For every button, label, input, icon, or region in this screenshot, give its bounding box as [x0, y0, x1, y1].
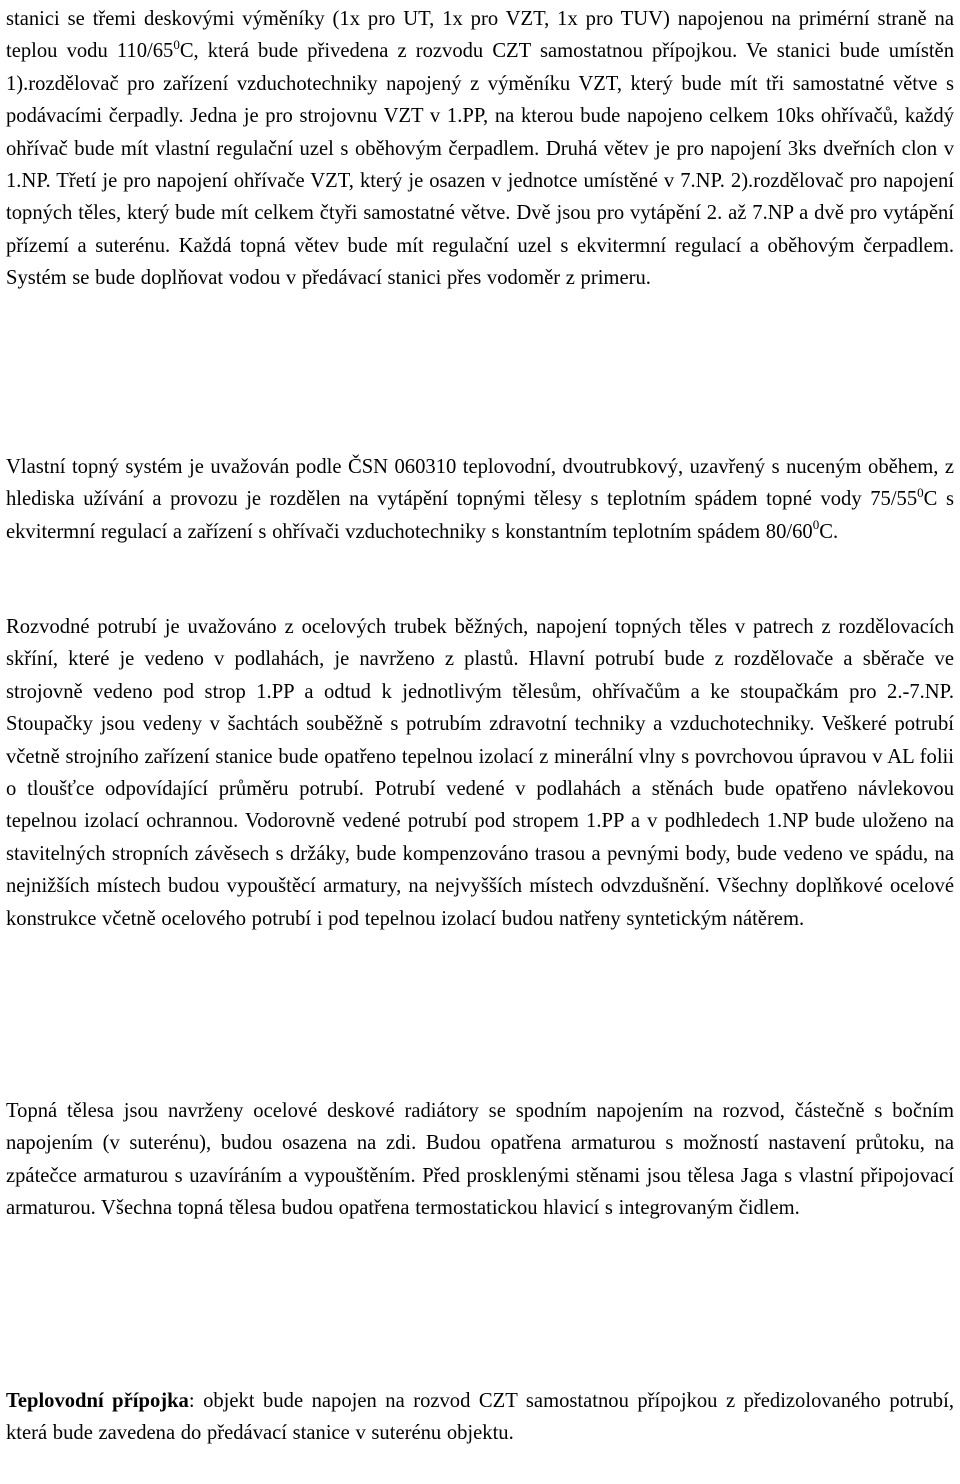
- degree-superscript: 0: [173, 36, 180, 52]
- paragraph-heat-connection: [6, 1385, 954, 1450]
- section-heading: Teplovodní přípojka: [6, 1390, 189, 1412]
- paragraph-radiators: Topná tělesa jsou navrženy ocelové deskové radiátory se spodním napojením na rozvod, částečně s bočním napojením (v suterénu), budou osazena na zdi. Budou opatřena armaturou s možností nastavení průtoku, na zpátečce armaturou s uzavíráním a vypouštěním. Před prosklenými stěnami jsou tělesa Jaga s vlastní připojovací armaturou. Všechna topná tělesa budou opatřena termostatickou hlavicí s integrovaným čidlem.: [6, 1100, 954, 1220]
- paragraph-2-text-a: Vlastní topný systém je uvažován podle ČSN 060310 teplovodní, dvoutrubkový, uzavřený s nuceným oběhem, z hlediska užívání a provozu je rozdělen na vytápění topnými tělesy s teplotním spádem topné vody 75/55: [6, 456, 954, 511]
- paragraph-exchanger-station: [6, 3, 954, 295]
- paragraph-1-text-b: C, která bude přivedena z rozvodu CZT samostatnou přípojkou. Ve stanici bude umístěn 1).rozdělovač pro zařízení vzduchotechniky napojený z výměníku VZT, který bude mít tři samostatné větve s podávacími čerpadly. Jedna je pro strojovnu VZT v 1.PP, na kterou bude napojeno celkem 10ks ohřívačů, každý ohřívač bude mít vlastní regulační uzel s oběhovým čerpadlem. Druhá větev je pro napojení 3ks dveřních clon v 1.NP. Třetí je pro napojení ohřívače VZT, který je osazen v jednotce umístěné v 7.NP. 2).rozdělovač pro napojení topných těles, který bude mít celkem čtyři samostatné větve. Dvě jsou pro vytápění 2. až 7.NP a dvě pro vytápění přízemí a suterénu. Každá topná větev bude mít regulační uzel s ekvitermní regulací a oběhovým čerpadlem. Systém se bude doplňovat vodou v předávací stanici přes vodoměr z primeru.: [6, 40, 954, 290]
- degree-superscript: 0: [917, 484, 924, 500]
- paragraph-5-text: : objekt bude napojen na rozvod CZT samostatnou přípojkou z předizolovaného potrubí, která bude zavedena do předávací stanice v suterénu objektu.: [6, 1390, 954, 1445]
- paragraph-piping: Rozvodné potrubí je uvažováno z ocelových trubek běžných, napojení topných těles v patrech z rozdělovacích skříní, které je vedeno v podlahách, je navrženo z plastů. Hlavní potrubí bude z rozdělovače a sběrače ve strojovně vedeno pod strop 1.PP a odtud k jednotlivým tělesům, ohřívačům a ke stoupačkám pro 2.-7.NP. Stoupačky jsou vedeny v šachtách souběžně s potrubím zdravotní techniky a vzduchotechniky. Veškeré potrubí včetně strojního zařízení stanice bude opatřeno tepelnou izolací z minerální vlny s povrchovou úpravou v AL folii o tloušťce odpovídající průměru potrubí. Potrubí vedené v podlahách a stěnách bude opatřeno návlekovou tepelnou izolací ochrannou. Vodorovně vedené potrubí pod stropem 1.PP a v podhledech 1.NP bude uloženo na stavitelných stropních závěsech s držáky, bude kompenzováno trasou a pevnými body, bude vedeno ve spádu, na nejnižších místech budou vypouštěcí armatury, na nejvyšších místech odvzdušnění. Všechny doplňkové ocelové konstrukce včetně ocelového potrubí i pod tepelnou izolací budou natřeny syntetickým nátěrem.: [6, 616, 954, 930]
- paragraph-1-text-a: stanici se třemi deskovými výměníky (1x pro UT, 1x pro VZT, 1x pro TUV) napojenou na primérní straně na teplou vodu 110/65: [6, 8, 954, 63]
- paragraph-heating-system: [6, 451, 954, 548]
- degree-superscript: 0: [812, 516, 820, 532]
- paragraph-2-text-c: C.: [819, 520, 839, 543]
- paragraph-2-text-b: C s ekvitermní regulací a zařízení s ohřívači vzduchotechniky s konstantním teplotním spádem 80/60: [6, 488, 954, 543]
